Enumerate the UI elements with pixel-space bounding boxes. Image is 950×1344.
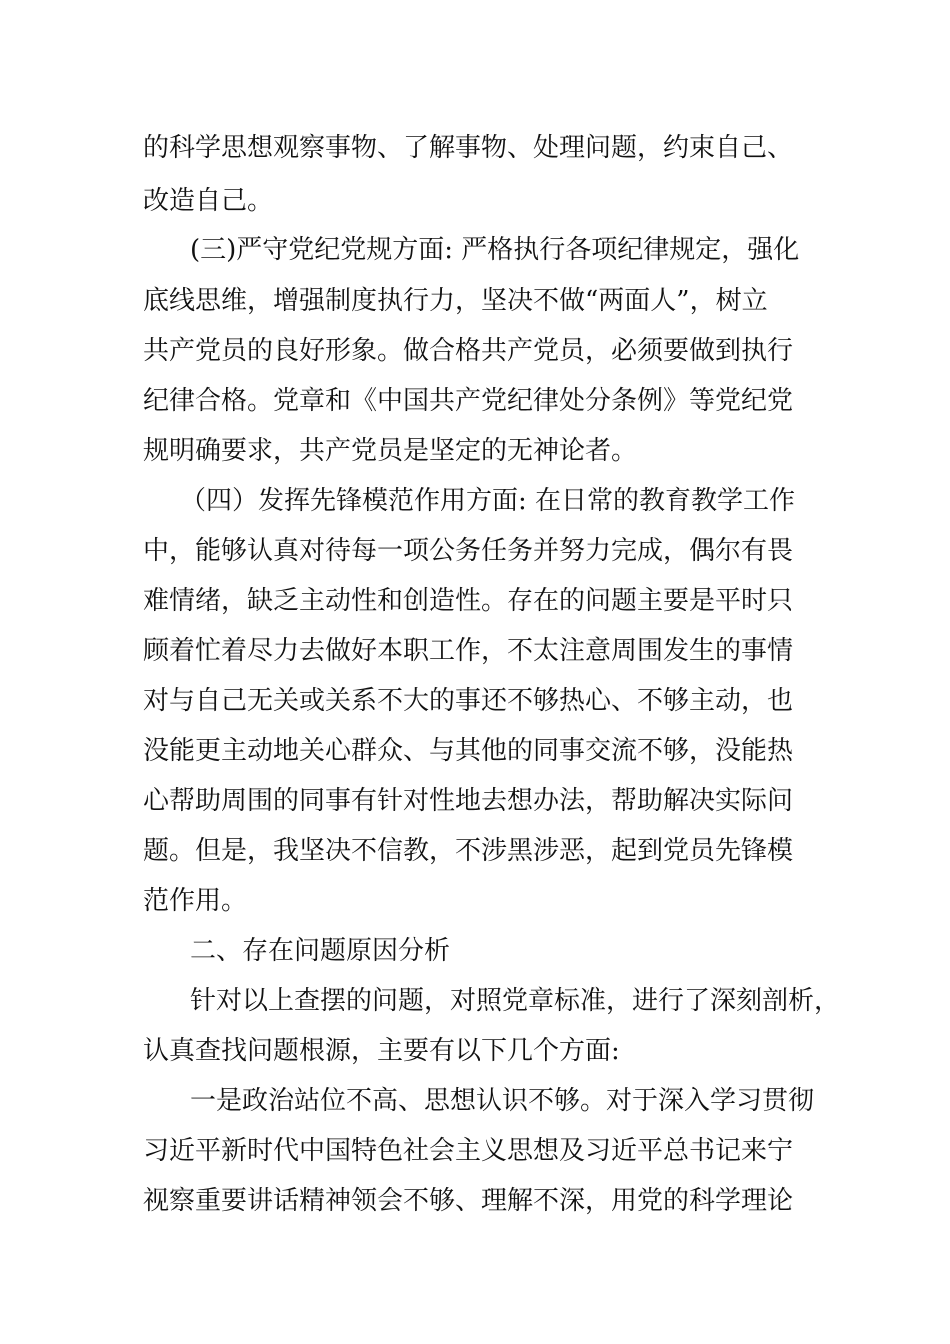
text-line: 难情绪，缺乏主动性和创造性。存在的问题主要是平时只 xyxy=(143,586,794,616)
text-line: 心帮助周围的同事有针对性地去想办法，帮助解决实际问 xyxy=(143,786,794,816)
text-line: 视察重要讲话精神领会不够、理解不深，用党的科学理论 xyxy=(143,1186,794,1216)
section-heading-two: 二、存在问题原因分析 xyxy=(190,936,451,966)
text-line: 范作用。 xyxy=(143,886,248,916)
text-line: 底线思维，增强制度执行力，坚决不做“两面人”，树立 xyxy=(143,286,768,316)
text-line: 顾着忙着尽力去做好本职工作，不太注意周围发生的事情 xyxy=(143,636,794,666)
text-line: 没能更主动地关心群众、与其他的同事交流不够，没能热 xyxy=(143,736,794,766)
text-line: 规明确要求，共产党员是坚定的无神论者。 xyxy=(143,436,638,466)
section-heading-four: （四）发挥先锋模范作用方面: 在日常的教育教学工作 xyxy=(180,486,796,516)
text-line: 的科学思想观察事物、了解事物、处理问题，约束自己、 xyxy=(143,133,794,163)
text-line: 中，能够认真对待每一项公务任务并努力完成，偶尔有畏 xyxy=(143,536,794,566)
text-line: 纪律合格。党章和《中国共产党纪律处分条例》等党纪党 xyxy=(143,386,794,416)
text-line: 认真查找问题根源，主要有以下几个方面: xyxy=(143,1036,620,1066)
text-line: 改造自己。 xyxy=(143,186,274,216)
text-line: 共产党员的良好形象。做合格共产党员，必须要做到执行 xyxy=(143,336,794,366)
text-line: 对与自己无关或关系不大的事还不够热心、不够主动，也 xyxy=(143,686,794,716)
text-line: 题。但是，我坚决不信教，不涉黑涉恶，起到党员先锋模 xyxy=(143,836,794,866)
text-line: 一是政治站位不高、思想认识不够。对于深入学习贯彻 xyxy=(190,1086,815,1116)
section-heading-three: (三)严守党纪党规方面: 严格执行各项纪律规定，强化 xyxy=(190,235,800,265)
text-line: 针对以上查摆的问题，对照党章标准，进行了深刻剖析， xyxy=(190,986,841,1016)
text-line: 习近平新时代中国特色社会主义思想及习近平总书记来宁 xyxy=(143,1136,794,1166)
